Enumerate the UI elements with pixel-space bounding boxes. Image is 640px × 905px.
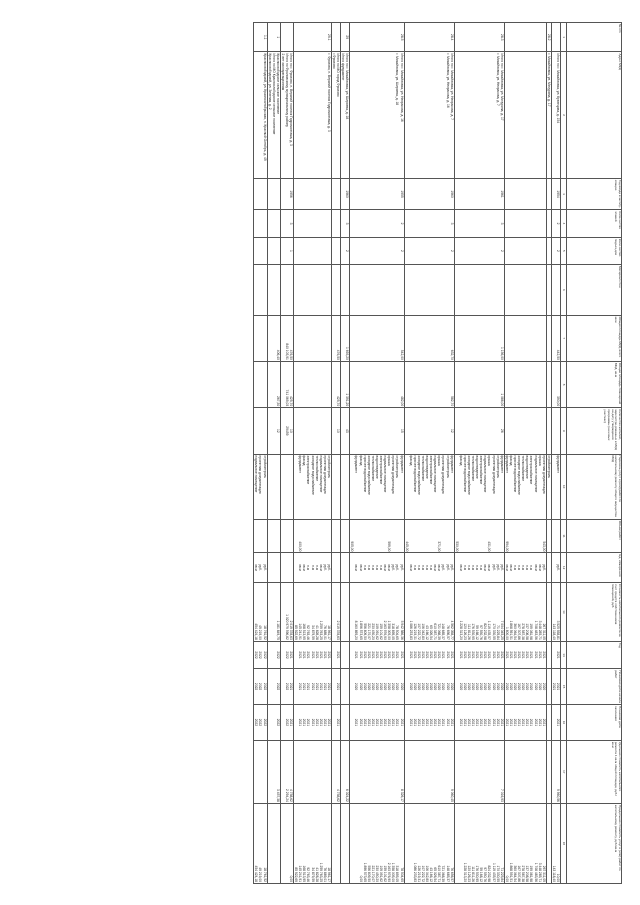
cell-end: 2022 2022 2022 — [254, 704, 267, 740]
column-number-cell: 12 — [561, 553, 567, 582]
cell-address: Итого по г. Михайловка, ул. Ширяева, д. 18 Итого фундамент — [341, 52, 350, 178]
cell-entr: 2 — [341, 237, 350, 264]
cell-cost: 2 019 378,63 1 020 979 596,82 — [280, 582, 293, 641]
cell-floors: 2 — [551, 210, 560, 237]
cell-address: Итого по г. Фролово, п. Верхний поселок Гидромонтажа, д. 3 Итого по Фроловскому муниципальному району 2 лет эксплуатационная — [280, 52, 293, 178]
cell-cost: 4 562 058,77 76 656,57 148 685,37 721 068,39 610 387,71 65 026,54 43 166,12 106 042,80 107 222,72 126 219,31 1 086 233,83 — [404, 582, 454, 641]
table-row — [350, 23, 404, 884]
cell-area: 1 156,00 — [454, 315, 504, 361]
cell-start: 2020 2020 2020 2020 2020 2020 2020 2020 2020 2020 2020 2020 — [350, 669, 404, 705]
cell-lim — [341, 803, 350, 883]
cell-entr: 1 — [280, 237, 293, 264]
cell-lim: 71 225,84 170 330,55 1 119 435,57 824 232,98 97 550,76 59 168,12 176 530,95 111 811,26 120 126,23 1 228 313,20 — [454, 803, 504, 883]
cell-address: Итого по МО город Фролово г.Фролово — [331, 52, 340, 178]
column-number-cell: 16 — [561, 704, 567, 740]
cell-entr: 2 — [454, 237, 504, 264]
cell-spec — [504, 740, 546, 803]
cell-liv: 482,00 — [350, 361, 404, 407]
cell-floors: 3 — [280, 210, 293, 237]
cell-yr: 2021 2021 2021 2021 2021 2021 2021 2021 2021 2021 2021 — [404, 641, 454, 668]
cell-year — [504, 178, 546, 210]
cell-walls — [350, 265, 404, 316]
cell-no — [331, 23, 340, 52]
cell-works: фундамент стройконтроль проектная документация крыша подвальное помещение электроснабжение водоотведение теплоснабжение холодное водоснабжение горячее водоснабжение фасад — [404, 454, 454, 519]
cell-yr — [341, 641, 350, 668]
cell-res — [546, 408, 551, 454]
cell-spec: 9 960,56 — [551, 740, 560, 803]
cell-entr: 2 — [551, 237, 560, 264]
cell-start: 2021 2021 2021 2021 2021 2021 2021 2021 — [294, 669, 332, 705]
cell-end: 2021 2021 2021 2021 2021 2021 2021 2021 2021 2021 — [504, 704, 546, 740]
cell-yr: 2021 — [331, 641, 340, 668]
cell-walls — [404, 265, 454, 316]
cell-works — [267, 454, 280, 519]
cell-start: 2021 2021 — [551, 669, 560, 705]
cell-unit — [331, 553, 340, 582]
cell-works: стройконтроль проектная документация подвальное помещение — [254, 454, 267, 519]
header-cell: Стоимость капитального ремонта за счет средств собственников помещений, руб. — [567, 582, 622, 641]
header-row — [567, 23, 622, 884]
cell-spec: 6 024,22 — [341, 740, 350, 803]
cell-walls — [331, 265, 340, 316]
cell-vol: 371,00 445,00 — [404, 519, 454, 553]
table-row — [254, 23, 267, 884]
cell-no: 28.4 — [404, 23, 454, 52]
cell-lim: 78 504,65 318 895,05 1 358 005,00 2 163 976,90 159 101,62 109 091,62 230 450,20 221 170,07 556 809,50 1 896 573,65 0,00 — [350, 803, 404, 883]
cell-start: 2022 2022 2022 — [254, 669, 267, 705]
column-number-cell: 3 — [561, 178, 567, 210]
cell-works — [280, 454, 293, 519]
cell-res: 12 — [404, 408, 454, 454]
cell-floors — [294, 210, 332, 237]
cell-liv — [294, 361, 332, 407]
cell-vol — [551, 519, 560, 553]
cell-floors — [504, 210, 546, 237]
cell-works: фундамент стройконтроль проектная документация крыша подвальное помещение электроснабжение водоотведение теплоснабжение холодное водоснабжение горячее водоснабжение фасад — [454, 454, 504, 519]
cell-entr — [331, 237, 340, 264]
cell-res — [551, 408, 560, 454]
cell-walls — [546, 265, 551, 316]
column-number-cell: 15 — [561, 669, 567, 705]
cell-yr: 2021 2021 2021 2021 2021 2021 2021 2021 2021 2021 2021 2021 — [350, 641, 404, 668]
cell-entr: 2 — [350, 237, 404, 264]
cell-cost: 2 019 378,63 — [331, 582, 340, 641]
cell-floors — [254, 210, 267, 237]
cell-spec — [294, 740, 332, 803]
cell-works — [331, 454, 340, 519]
table-row — [294, 23, 332, 884]
cell-year: 1960 — [404, 178, 454, 210]
header-cell: Плановая дата начала работ — [567, 669, 622, 705]
cell-res: 43 — [341, 408, 350, 454]
cell-liv: 582,70 — [404, 361, 454, 407]
cell-spec — [546, 740, 551, 803]
cell-yr: 2021 2021 2021 2021 2021 2021 2021 2021 2021 2021 2021 — [454, 641, 504, 668]
cell-floors — [331, 210, 340, 237]
column-number-cell: 10 — [561, 454, 567, 519]
table-row — [504, 23, 546, 884]
column-number-cell: 1 — [561, 23, 567, 52]
cell-entr — [267, 237, 280, 264]
cell-yr: 2021 2022 — [280, 641, 293, 668]
cell-no — [551, 23, 560, 52]
cell-unit — [280, 553, 293, 582]
cell-year — [546, 178, 551, 210]
cell-year: 1954 — [551, 178, 560, 210]
cell-area: 406,40 — [267, 315, 280, 361]
cell-spec: 4 758,62 2 294,24 — [280, 740, 293, 803]
cell-lim: 18 961,17 76 889,01 1 259 763,25 41 828,28 34 879,59 92 763,46 168 513,95 145 241,91 85 922,69 — [294, 803, 332, 883]
cell-address: Итого по г. Михайловка, ул. Кузнецова, д. 154 — [551, 52, 560, 178]
cell-unit: руб. руб. кв.м — [254, 553, 267, 582]
column-number-cell: 5 — [561, 237, 567, 264]
cell-vol — [331, 519, 340, 553]
cell-area: 476,50 — [331, 315, 340, 361]
cell-start: 2020 2020 2020 2020 2020 2020 2020 2020 2020 2020 — [504, 669, 546, 705]
cell-liv: 1 086,00 — [454, 361, 504, 407]
cell-address: г. Фролово, п. Верхний поселок Гидромонтажа, д. 3 — [294, 52, 332, 178]
cell-unit: руб. руб. кв.м п.м п.м п.м кв.м кв.м — [294, 553, 332, 582]
cell-yr: 2022 — [267, 641, 280, 668]
cell-vol — [341, 519, 350, 553]
cell-end: 2021 2022 — [280, 704, 293, 740]
cell-area: 542,00 — [350, 315, 404, 361]
cell-no: 28.2 — [546, 23, 551, 52]
cell-lim: 10,00 143 118,40 — [551, 803, 560, 883]
cell-end: 2021 2021 2021 2021 2021 2021 2021 2021 — [294, 704, 332, 740]
cell-vol — [280, 519, 293, 553]
column-number-cell: 11 — [561, 519, 567, 553]
cell-area — [294, 315, 332, 361]
cell-year: 1960 — [341, 178, 350, 210]
capital-repair-register-table — [253, 22, 622, 884]
cell-address: Краснослободское сельское поселение Итого по МО Краснослободское сельское поселение Краснослободский, ул. Зеленая, д. 2 — [267, 52, 280, 178]
cell-end — [546, 704, 551, 740]
header-cell: Ед. измере-ния — [567, 553, 622, 582]
cell-lim: 76 656,57 148 685,37 721 068,39 610 387,71 65 026,54 43 166,12 106 042,80 107 222,72 126 219,31 1 086 233,83 — [404, 803, 454, 883]
cell-unit: руб. — [551, 553, 560, 582]
cell-year — [331, 178, 340, 210]
header-cell: Плановая дата окончания — [567, 704, 622, 740]
table-row — [551, 23, 560, 884]
cell-start: 2021 — [331, 669, 340, 705]
cell-walls — [504, 265, 546, 316]
cell-res: 10 — [331, 408, 340, 454]
cell-end: 2021 — [551, 704, 560, 740]
cell-cost — [341, 582, 350, 641]
cell-cost — [546, 582, 551, 641]
cell-works — [341, 454, 350, 519]
column-number-row — [561, 23, 567, 884]
cell-address: Итого по г. Михайловка, ул. Мичурина, д. 17 г. Михайловка, ул. Некрасова, д. 7 — [454, 52, 504, 178]
cell-vol — [267, 519, 280, 553]
cell-no — [280, 23, 293, 52]
cell-start: 2022 — [267, 669, 280, 705]
cell-area: 1 693,20 — [341, 315, 350, 361]
cell-entr — [504, 237, 546, 264]
cell-unit — [546, 553, 551, 582]
cell-res — [294, 408, 332, 454]
header-cell: Удельная стоимость капитального ремонта 1 кв.м общей площади, руб./кв.м — [567, 740, 622, 803]
cell-lim: 0,00 — [280, 803, 293, 883]
header-cell: Материал стен — [567, 265, 622, 316]
cell-res: 10 29459 — [280, 408, 293, 454]
table-row — [546, 23, 551, 884]
column-number-cell: 7 — [561, 315, 567, 361]
cell-unit: руб. руб. руб. кв.м кв.м п.м п.м п.м п.м п.м кв.м кв.м — [350, 553, 404, 582]
cell-liv: 1 391,20 — [341, 361, 350, 407]
cell-yr: 2021 2021 2021 2021 2021 2021 2021 2021 2021 2021 — [504, 641, 546, 668]
table-row — [341, 23, 350, 884]
column-number-cell: 14 — [561, 641, 567, 668]
header-cell: Общая площадь МКД, всего кв.м — [567, 315, 622, 361]
header-cell: Количество жителей, зарегистри-рованных в МКД на дату утверждения программы (на новых участках) — [567, 408, 622, 454]
cell-spec: 7 016,93 — [454, 740, 504, 803]
cell-year: 1955 — [350, 178, 404, 210]
table-row — [267, 23, 280, 884]
cell-address: Итого по г. Михайловка, ул. Некрасова, д. 7 г. Михайловка, ул. Некрасова, д. 16 — [404, 52, 454, 178]
table-row — [331, 23, 340, 884]
cell-works: фундамент стройконтроль проектная документация крыша подвальное помещение электроснабжение водоотведение теплоснабжение холодное водоснабжение горячее водоснабжение фасад фундамент — [350, 454, 404, 519]
cell-lim — [546, 803, 551, 883]
cell-res — [504, 408, 546, 454]
cell-end: 2021 2021 2021 2021 2021 2021 2021 2021 2021 2021 2021 — [454, 704, 504, 740]
cell-spec: 3 457,38 — [267, 740, 280, 803]
cell-works: фундамент — [551, 454, 560, 519]
cell-year: 1961 — [454, 178, 504, 210]
cell-no — [504, 23, 546, 52]
cell-cost: 1 181 849,75 — [267, 582, 280, 641]
cell-no: 29 — [341, 23, 350, 52]
cell-no: 28.5 — [350, 23, 404, 52]
cell-entr — [546, 237, 551, 264]
cell-liv: 267,30 — [267, 361, 280, 407]
cell-spec: 9 060,45 — [404, 740, 454, 803]
cell-address: Итого по г. Михайловка, ул. Некрасова, д. 16 г. Михайловка, ул. Ширяева, д. 18 — [350, 52, 404, 178]
cell-cost: 267 311,05 3 448 285,71 1 708 483,56 199 081,98 137 208,58 278 587,38 167 307,86 360 064,54 1 868 591,51 1 800,00 — [504, 582, 546, 641]
cell-unit: руб. кв.м кв.м п.м п.м п.м п.м п.м кв.м кв.м — [504, 553, 546, 582]
cell-lim: 267 311,05 3 448 285,71 1 708 483,56 199 081,98 137 208,58 278 587,38 167 307,86 360 064,54 1 868 591,51 0,00 — [504, 803, 546, 883]
cell-walls — [341, 265, 350, 316]
cell-start: 2021 2022 — [280, 669, 293, 705]
header-cell: Год ввода в эксплу-атацию — [567, 178, 622, 210]
cell-no: 28.3 — [454, 23, 504, 52]
header-cell: Год — [567, 641, 622, 668]
cell-no: 1 — [267, 23, 280, 52]
cell-area: 632,70 — [404, 315, 454, 361]
cell-liv — [546, 361, 551, 407]
cell-entr — [254, 237, 267, 264]
cell-year — [267, 178, 280, 210]
cell-unit — [341, 553, 350, 582]
cell-entr — [294, 237, 332, 264]
cell-start — [546, 669, 551, 705]
cell-cost: 18 961,17 76 889,01 1 259 763,25 41 828,28 34 879,59 92 763,46 168 513,95 145 241,91 85 922,69 — [294, 582, 332, 641]
cell-lim: 18 761,52 49 219,00 454 424,18 — [254, 803, 267, 883]
cell-res: 12 — [267, 408, 280, 454]
cell-liv: 425,70 — [331, 361, 340, 407]
cell-no: 29.1 — [294, 23, 332, 52]
header-cell: Коли-чество этажей — [567, 210, 622, 237]
cell-res: 15 — [350, 408, 404, 454]
cell-spec: 8 326,17 — [350, 740, 404, 803]
cell-lim — [267, 803, 280, 883]
cell-year — [294, 178, 332, 210]
header-cell: Общая площадь помещений МКД, кв.м — [567, 361, 622, 407]
cell-vol: 431,00 530,00 — [454, 519, 504, 553]
cell-area — [546, 315, 551, 361]
cell-vol: 543,00 994,00 — [504, 519, 546, 553]
cell-yr: 2021 — [551, 641, 560, 668]
column-number-cell: 6 — [561, 265, 567, 316]
header-cell: Адрес МКД — [567, 52, 622, 178]
cell-year — [254, 178, 267, 210]
cell-cost: 3 525 938,81 143 118,40 — [551, 582, 560, 641]
cell-liv: 390,00 — [551, 361, 560, 407]
cell-address — [504, 52, 546, 178]
column-number-cell: 8 — [561, 361, 567, 407]
cell-works: стройконтроль — [546, 454, 551, 519]
cell-unit — [267, 553, 280, 582]
cell-works: проектная документация крыша подвальное помещение электроснабжение водоотведение теплоснабжение холодное водоснабжение горячее водоснабжение фасад фундамент — [504, 454, 546, 519]
cell-spec: 4 758,62 — [331, 740, 340, 803]
cell-cost: 5 942 586,36 78 504,65 318 895,05 1 358 005,00 2 163 976,90 159 101,62 109 091,62 230 450,20 221 170,07 556 809,50 1 896 573,65 8 160 895,20 — [350, 582, 404, 641]
cell-area — [504, 315, 546, 361]
header-cell: Предельная стоимость услуг и (или) работ по капитальному ремонту, руб./кв.м — [567, 803, 622, 883]
cell-end — [341, 704, 350, 740]
cell-floors — [546, 210, 551, 237]
cell-works: стройконтроль проектная документация подвальное помещение теплоснабжение холодное водоснабжение электроснабжение фасад фундамент — [294, 454, 332, 519]
cell-floors: 2 — [350, 210, 404, 237]
cell-end: 2021 2021 2021 2021 2021 2021 2021 2021 2021 2021 2021 2021 — [350, 704, 404, 740]
cell-lim — [331, 803, 340, 883]
cell-liv: 425,70 741 069,03 — [280, 361, 293, 407]
cell-no: 1.1 — [254, 23, 267, 52]
cell-cost: 7 004 045,25 71 225,84 170 330,55 1 119 435,57 824 232,98 97 550,76 59 168,12 176 530,95 111 811,26 120 126,23 1 228 313,20 — [454, 582, 504, 641]
column-number-cell: 4 — [561, 210, 567, 237]
cell-walls — [294, 265, 332, 316]
cell-yr: 2022 2022 2022 — [254, 641, 267, 668]
cell-end: 2021 2021 2021 2021 2021 2021 2021 2021 2021 2021 2021 — [404, 704, 454, 740]
cell-end: 2021 — [331, 704, 340, 740]
header-cell: Объем работ — [567, 519, 622, 553]
cell-year: 1956 — [280, 178, 293, 210]
cell-address: г. Михайловка, ул. Мичурина, д. 17 — [546, 52, 551, 178]
column-number-cell: 9 — [561, 408, 567, 454]
cell-res — [254, 408, 267, 454]
cell-walls — [280, 265, 293, 316]
cell-vol — [254, 519, 267, 553]
cell-yr: 2021 2021 2021 2021 2021 2021 2021 2021 — [294, 641, 332, 668]
cell-walls — [551, 265, 560, 316]
cell-start — [341, 669, 350, 705]
column-number-cell: 18 — [561, 803, 567, 883]
cell-area: 442,50 — [551, 315, 560, 361]
column-number-cell: 2 — [561, 52, 567, 178]
cell-area: 476,50 840 103,91 — [280, 315, 293, 361]
cell-res: 26 — [454, 408, 504, 454]
table-row — [404, 23, 454, 884]
cell-area — [254, 315, 267, 361]
header-cell: Перечень услуг и (или) работ по капитальному ремонту общего имущества МКД — [567, 454, 622, 519]
cell-walls — [254, 265, 267, 316]
cell-floors: 3 — [341, 210, 350, 237]
cell-spec — [254, 740, 267, 803]
cell-start: 2020 2020 2020 2020 2020 2020 2020 2020 2020 2020 2020 — [404, 669, 454, 705]
table-row — [454, 23, 504, 884]
table-row — [280, 23, 293, 884]
cell-walls — [454, 265, 504, 316]
cell-start: 2020 2020 2020 2020 2020 2020 2020 2020 2020 2020 2020 — [454, 669, 504, 705]
cell-floors — [267, 210, 280, 237]
header-cell: Коли-чество подъез-дов — [567, 237, 622, 264]
cell-address: Краснослободский, ул. Краснооктябрьская, п. Красный Октябрь, д. 49 — [254, 52, 267, 178]
header-cell: № п/п — [567, 23, 622, 52]
cell-walls — [267, 265, 280, 316]
cell-floors: 3 — [454, 210, 504, 237]
cell-liv — [504, 361, 546, 407]
cell-unit: руб. руб. руб. кв.м кв.м п.м п.м п.м п.м п.м кв.м — [404, 553, 454, 582]
cell-vol: 599,00 905,00 — [350, 519, 404, 553]
cell-yr — [546, 641, 551, 668]
cell-vol — [546, 519, 551, 553]
table-body — [254, 23, 622, 884]
cell-vol: 400,00 — [294, 519, 332, 553]
cell-entr: 2 — [404, 237, 454, 264]
cell-cost: 18 761,52 49 219,00 454 424,18 — [254, 582, 267, 641]
cell-liv — [254, 361, 267, 407]
column-number-cell: 17 — [561, 740, 567, 803]
cell-end: 2022 — [267, 704, 280, 740]
cell-unit: руб. руб. руб. кв.м кв.м п.м п.м п.м п.м п.м кв.м — [454, 553, 504, 582]
column-number-cell: 13 — [561, 582, 567, 641]
cell-floors: 3 — [404, 210, 454, 237]
